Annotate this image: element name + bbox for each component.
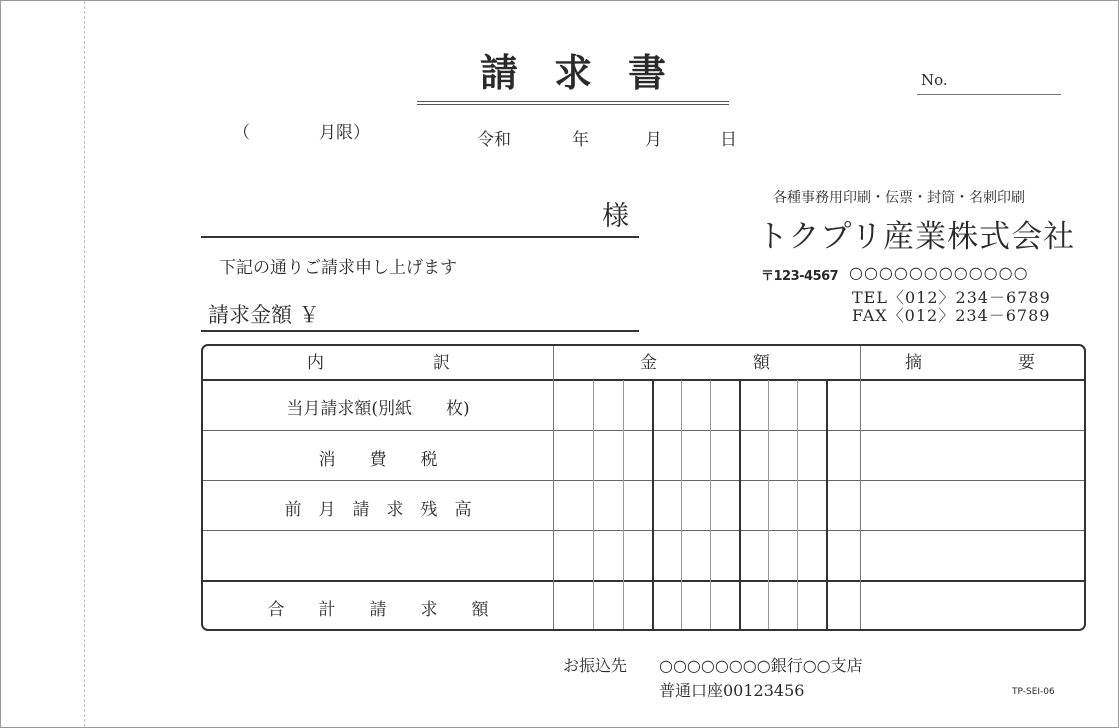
form-code: TP-SEI-06 [1012, 687, 1055, 697]
perforation-line [84, 1, 85, 727]
digit-divider-major [826, 380, 828, 629]
digit-divider-major [652, 380, 654, 629]
row-divider [203, 530, 1084, 531]
invoice-table [201, 344, 1086, 631]
digit-divider [593, 380, 594, 629]
digit-divider [710, 380, 711, 629]
bank-account: 普通口座00123456 [659, 681, 805, 700]
date-era: 令和 [477, 130, 511, 150]
digit-divider [797, 380, 798, 629]
company-tel: TEL〈012〉234－6789 [852, 288, 1051, 307]
header-amount-a: 金 [640, 353, 657, 373]
amount-label: 請求金額 ￥ [208, 303, 320, 327]
recipient-line [201, 236, 639, 238]
header-remarks-a: 摘 [905, 353, 922, 373]
total-divider [203, 580, 1084, 582]
column-divider [553, 346, 554, 629]
company-postal: 〒123-4567 [761, 269, 839, 284]
deadline-bracket: （ [233, 123, 250, 143]
row-label: 消 費 税 [318, 450, 438, 470]
document-title: 請求書 [479, 50, 702, 95]
recipient-honorific: 様 [602, 201, 629, 232]
column-divider [860, 346, 861, 629]
header-item-a: 内 [307, 353, 324, 373]
company-name: トクプリ産業株式会社 [757, 219, 1076, 255]
row-divider [203, 480, 1084, 481]
digit-divider [681, 380, 682, 629]
header-remarks-b: 要 [1018, 353, 1035, 373]
digit-divider [623, 380, 624, 629]
company-fax: FAX〈012〉234－6789 [852, 306, 1051, 325]
row-label: 合 計 請 求 額 [267, 600, 489, 620]
header-amount-b: 額 [753, 353, 770, 373]
bank-label: お振込先 [563, 656, 628, 675]
row-divider [203, 430, 1084, 431]
row-label: 当月請求額(別紙 枚) [286, 399, 470, 419]
date-month-label: 月 [645, 130, 662, 150]
date-year-label: 年 [572, 130, 589, 150]
bank-name: ○○○○○○○○銀行○○支店 [659, 656, 863, 675]
title-underline-second [417, 104, 729, 105]
company-address: ○○○○○○○○○○○○ [849, 263, 1029, 282]
deadline-label: 月限） [319, 123, 370, 143]
greeting-text: 下記の通りご請求申し上げます [219, 258, 457, 278]
row-label: 前 月 請 求 残 高 [284, 500, 472, 520]
company-slogan: 各種事務用印刷・伝票・封筒・名刺印刷 [773, 190, 1025, 206]
digit-divider-major [739, 380, 741, 629]
number-label: No. [921, 71, 948, 89]
number-field-line [917, 94, 1061, 95]
header-item-b: 訳 [433, 353, 450, 373]
amount-line [201, 330, 639, 332]
date-day-label: 日 [720, 130, 737, 150]
digit-divider [768, 380, 769, 629]
title-underline [417, 101, 729, 102]
